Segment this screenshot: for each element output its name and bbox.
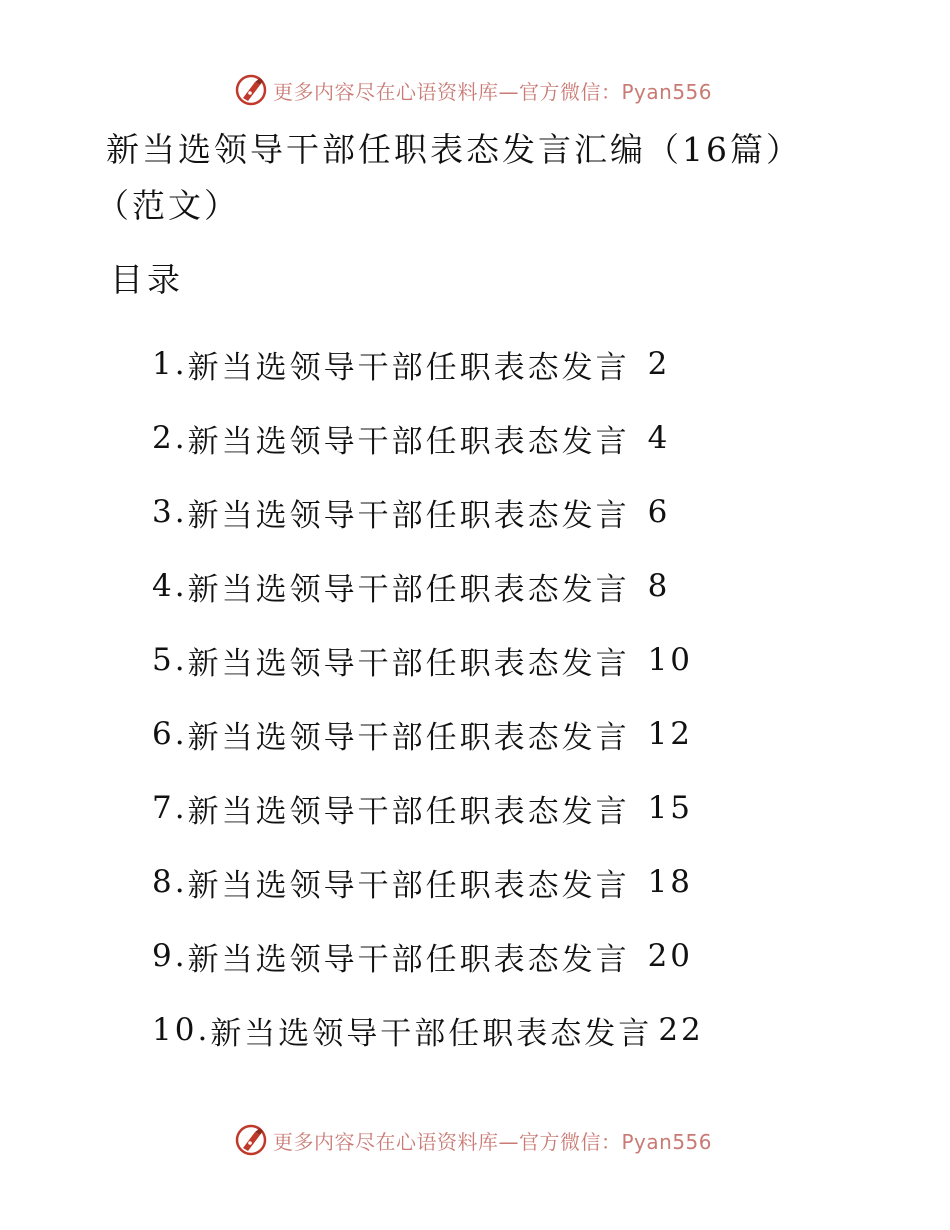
toc-item[interactable]: [152, 549, 772, 623]
toc-item[interactable]: [152, 771, 772, 845]
toc-item-page: 2: [647, 346, 671, 382]
toc-item-page: 22: [658, 1012, 704, 1048]
footer-watermark: [233, 1120, 753, 1160]
toc-item-title: 新当选领导干部任职表态发言: [187, 423, 630, 460]
watermark-text: 更多内容尽在心语资料库—官方微信：Pyan556: [273, 1129, 713, 1154]
toc-item-page: 18: [647, 864, 694, 900]
document-title: 新当选领导干部任职表态发言汇编（16篇）（范文）: [96, 130, 802, 225]
toc-item-page: 10: [647, 642, 694, 678]
toc-item[interactable]: [152, 993, 772, 1067]
pen-nib-circle-icon: [233, 1122, 269, 1158]
toc-item-title: 新当选领导干部任职表态发言: [187, 793, 630, 830]
toc-item-page: 4: [647, 420, 671, 456]
watermark-text: 更多内容尽在心语资料库—官方微信：Pyan556: [273, 79, 713, 104]
toc-item-page: 6: [647, 494, 671, 530]
toc-item-number: 2.: [152, 420, 188, 456]
toc-item-title: 新当选领导干部任职表态发言: [187, 349, 630, 386]
toc-item-title: 新当选领导干部任职表态发言: [210, 1015, 653, 1052]
toc-item-number: 3.: [152, 494, 188, 530]
toc-item-number: 10.: [152, 1012, 211, 1048]
toc-item-title: 新当选领导干部任职表态发言: [187, 719, 630, 756]
toc-item-page: 8: [647, 568, 671, 604]
toc-item-page: 15: [647, 790, 694, 826]
toc-item-title: 新当选领导干部任职表态发言: [187, 645, 630, 682]
toc-item-title: 新当选领导干部任职表态发言: [187, 497, 630, 534]
toc-item[interactable]: [152, 623, 772, 697]
toc-item[interactable]: [152, 327, 772, 401]
toc-item[interactable]: [152, 697, 772, 771]
toc-item-page: 20: [647, 938, 694, 974]
toc-item-number: 4.: [152, 568, 188, 604]
toc-heading: 目录: [110, 260, 184, 299]
header-watermark: [233, 70, 753, 110]
toc-item[interactable]: [152, 845, 772, 919]
table-of-contents: [152, 327, 772, 1067]
toc-item-page: 12: [647, 716, 694, 752]
toc-item[interactable]: [152, 475, 772, 549]
toc-item-number: 9.: [152, 938, 188, 974]
toc-item-title: 新当选领导干部任职表态发言: [187, 941, 630, 978]
toc-item[interactable]: [152, 401, 772, 475]
toc-item-number: 1.: [152, 346, 188, 382]
toc-item-title: 新当选领导干部任职表态发言: [187, 867, 630, 904]
toc-item-number: 5.: [152, 642, 188, 678]
toc-item[interactable]: [152, 919, 772, 993]
toc-item-number: 6.: [152, 716, 188, 752]
toc-item-number: 7.: [152, 790, 188, 826]
toc-item-number: 8.: [152, 864, 188, 900]
toc-item-title: 新当选领导干部任职表态发言: [187, 571, 630, 608]
pen-nib-circle-icon: [233, 72, 269, 108]
